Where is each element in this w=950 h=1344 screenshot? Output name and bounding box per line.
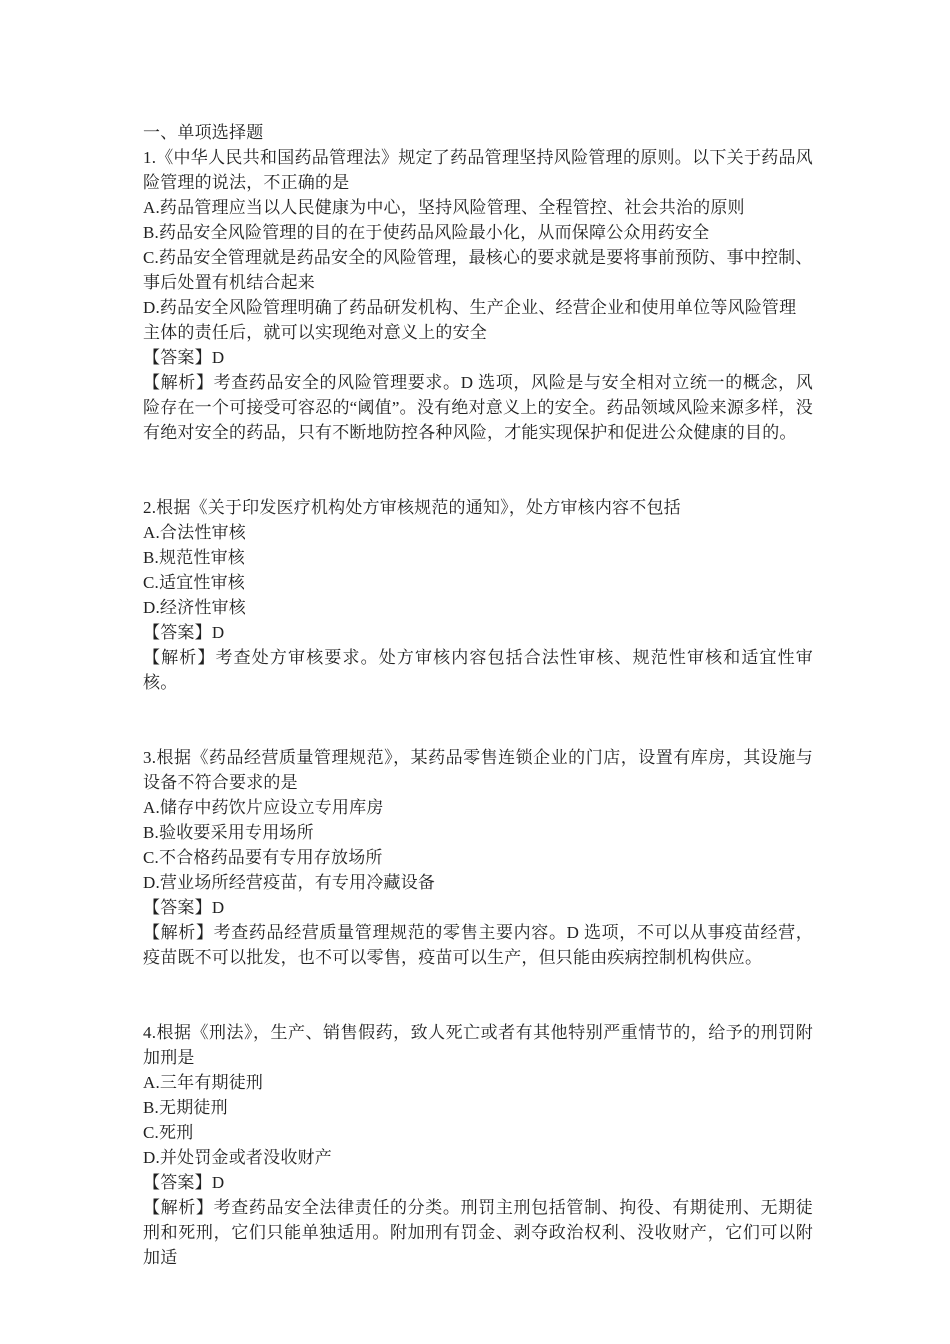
question-4-analysis-text: 考查药品安全法律责任的分类。刑罚主刑包括管制、拘役、有期徒刑、无期徒刑和死刑，它们只能单独适用。附加刑有罚金、剥夺政治权利、没收财产，它们可以附加适 [143,1198,813,1267]
question-1-analysis-line [143,370,813,445]
question-block-2 [143,495,813,695]
question-3-option-b: B.验收要采用专用场所 [143,823,314,842]
question-block-3 [143,745,813,970]
question-3-analysis-line [143,920,813,970]
question-1-option-a: A.药品管理应当以人民健康为中心，坚持风险管理、全程管控、社会共治的原则 [143,198,745,217]
question-3-option-c: C.不合格药品要有专用存放场所 [143,848,383,867]
question-4-option-a: A.三年有期徒刑 [143,1073,264,1092]
question-1-stem: 1.《中华人民共和国药品管理法》规定了药品管理坚持风险管理的原则。以下关于药品风险管理的说法，不正确的是 [143,148,813,192]
question-1-option-b: B.药品安全风险管理的目的在于使药品风险最小化，从而保障公众用药安全 [143,223,710,242]
question-4-answer-value: D [211,1173,225,1192]
question-3-stem: 3.根据《药品经营质量管理规范》，某药品零售连锁企业的门店，设置有库房，其设施与设备不符合要求的是 [143,748,813,792]
question-1-option-d: D.药品安全风险管理明确了药品研发机构、生产企业、经营企业和使用单位等风险管理主体的责任后，就可以实现绝对意义上的安全 [143,298,797,342]
question-2-analysis-text: 考查处方审核要求。处方审核内容包括合法性审核、规范性审核和适宜性审核。 [143,648,813,692]
question-4-answer-line [143,1170,813,1195]
question-1-answer-line [143,345,813,370]
question-3-answer-value: D [211,898,225,917]
question-2-analysis-line [143,645,813,695]
question-4-analysis-line [143,1195,813,1270]
question-4-stem: 4.根据《刑法》，生产、销售假药，致人死亡或者有其他特别严重情节的，给予的刑罚附加刑是 [143,1023,813,1067]
question-3-analysis-text: 考查药品经营质量管理规范的零售主要内容。D 选项，不可以从事疫苗经营，疫苗既不可以批发，也不可以零售，疫苗可以生产，但只能由疾病控制机构供应。 [143,923,813,967]
question-2-option-a: A.合法性审核 [143,523,246,542]
question-block-4 [143,1020,813,1270]
question-3-answer-line [143,895,813,920]
analysis-label: 【解析】 [143,648,216,667]
question-2-option-c: C.适宜性审核 [143,573,245,592]
question-4-option-d: D.并处罚金或者没收财产 [143,1148,332,1167]
question-2-answer-line [143,620,813,645]
answer-label: 【答案】 [143,898,212,917]
question-4-option-c: C.死刑 [143,1123,194,1142]
question-2-stem: 2.根据《关于印发医疗机构处方审核规范的通知》，处方审核内容不包括 [143,498,681,517]
question-3-option-a: A.储存中药饮片应设立专用库房 [143,798,384,817]
page-content [143,120,813,1270]
question-3-option-d: D.营业场所经营疫苗，有专用冷藏设备 [143,873,436,892]
analysis-label: 【解析】 [143,1198,214,1217]
question-4-option-b: B.无期徒刑 [143,1098,228,1117]
answer-label: 【答案】 [143,1173,212,1192]
question-2-option-b: B.规范性审核 [143,548,245,567]
question-1-option-c: C.药品安全管理就是药品安全的风险管理，最核心的要求就是要将事前预防、事中控制、事后处置有机结合起来 [143,248,813,292]
question-2-answer-value: D [211,623,225,642]
answer-label: 【答案】 [143,348,212,367]
answer-label: 【答案】 [143,623,212,642]
analysis-label: 【解析】 [143,923,214,942]
question-block-1 [143,145,813,445]
analysis-label: 【解析】 [143,373,214,392]
section-title: 一、单项选择题 [143,123,264,142]
question-1-analysis-text: 考查药品安全的风险管理要求。D 选项，风险是与安全相对立统一的概念，风险存在一个可接受可容忍的“阈值”。没有绝对意义上的安全。药品领域风险来源多样，没有绝对安全的药品，只有不断地防控各种风险，才能实现保护和促进公众健康的目的。 [143,373,813,442]
question-2-option-d: D.经济性审核 [143,598,246,617]
question-1-answer-value: D [211,348,225,367]
